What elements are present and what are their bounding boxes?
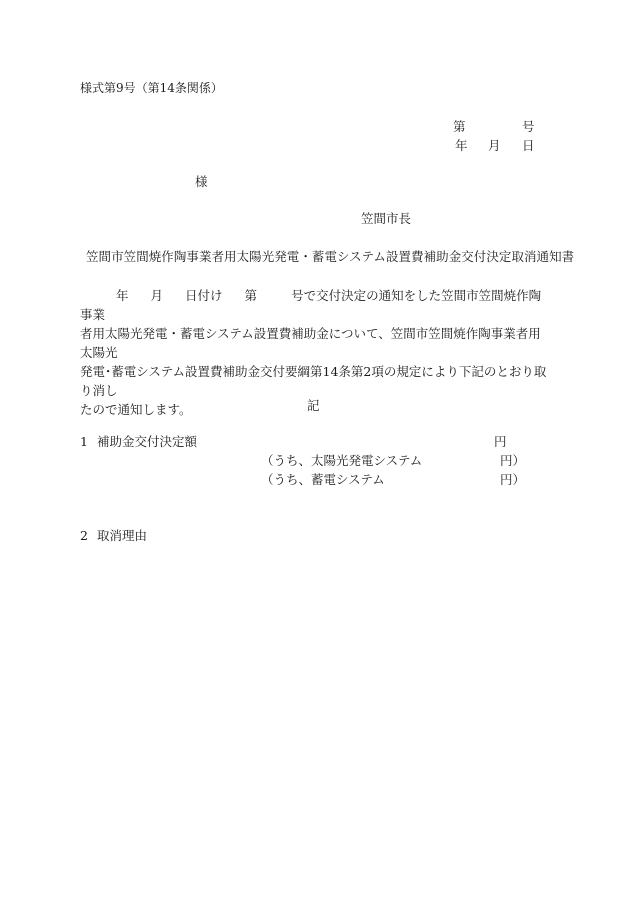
body-date-suffix: 日付け bbox=[185, 288, 223, 303]
body-line-1 bbox=[80, 286, 552, 324]
item-1-solar-label: （うち、太陽光発電システム bbox=[261, 453, 423, 468]
body-number-prefix: 第 bbox=[244, 288, 258, 303]
body-line-2: 者用太陽光発電・蓄電システム設置費補助金について、笠間市笠間焼作陶事業者用太陽光 bbox=[80, 326, 541, 360]
item-1-yen-unit: 円 bbox=[494, 434, 507, 449]
issue-date-month: 月 bbox=[488, 138, 501, 153]
body-month: 月 bbox=[150, 288, 164, 303]
item-2-label: 取消理由 bbox=[97, 528, 148, 543]
form-identifier: 様式第9号（第14条関係） bbox=[80, 81, 223, 95]
document-title: 笠間市笠間焼作陶事業者用太陽光発電・蓄電システム設置費補助金交付決定取消通知書 bbox=[86, 249, 575, 264]
item-2-number: 2 bbox=[80, 528, 88, 543]
sender-name: 笠間市長 bbox=[361, 211, 412, 226]
issue-date-day: 日 bbox=[522, 138, 535, 153]
recipient-honorific: 様 bbox=[195, 174, 208, 189]
body-line-1-rest: 号で交付決定の通知をした笠間市笠間焼作陶事業 bbox=[80, 288, 542, 322]
body-line-3: 発電･蓄電システム設置費補助金交付要綱第14条第2項の規定により下記のとおり取り消し bbox=[80, 364, 547, 398]
item-1-storage-yen-unit: 円） bbox=[500, 472, 526, 487]
document-number-prefix: 第 bbox=[453, 119, 466, 134]
item-1-number: 1 bbox=[80, 434, 88, 449]
item-1-storage-label: （うち、蓄電システム bbox=[261, 472, 385, 487]
body-line-4: たので通知します。 bbox=[80, 402, 192, 417]
document-number-suffix: 号 bbox=[522, 119, 535, 134]
item-1-label: 補助金交付決定額 bbox=[97, 434, 198, 449]
ki-heading: 記 bbox=[307, 398, 320, 413]
item-1-solar-yen-unit: 円） bbox=[500, 453, 526, 468]
body-year: 年 bbox=[116, 288, 129, 303]
issue-date-year: 年 bbox=[455, 138, 468, 153]
